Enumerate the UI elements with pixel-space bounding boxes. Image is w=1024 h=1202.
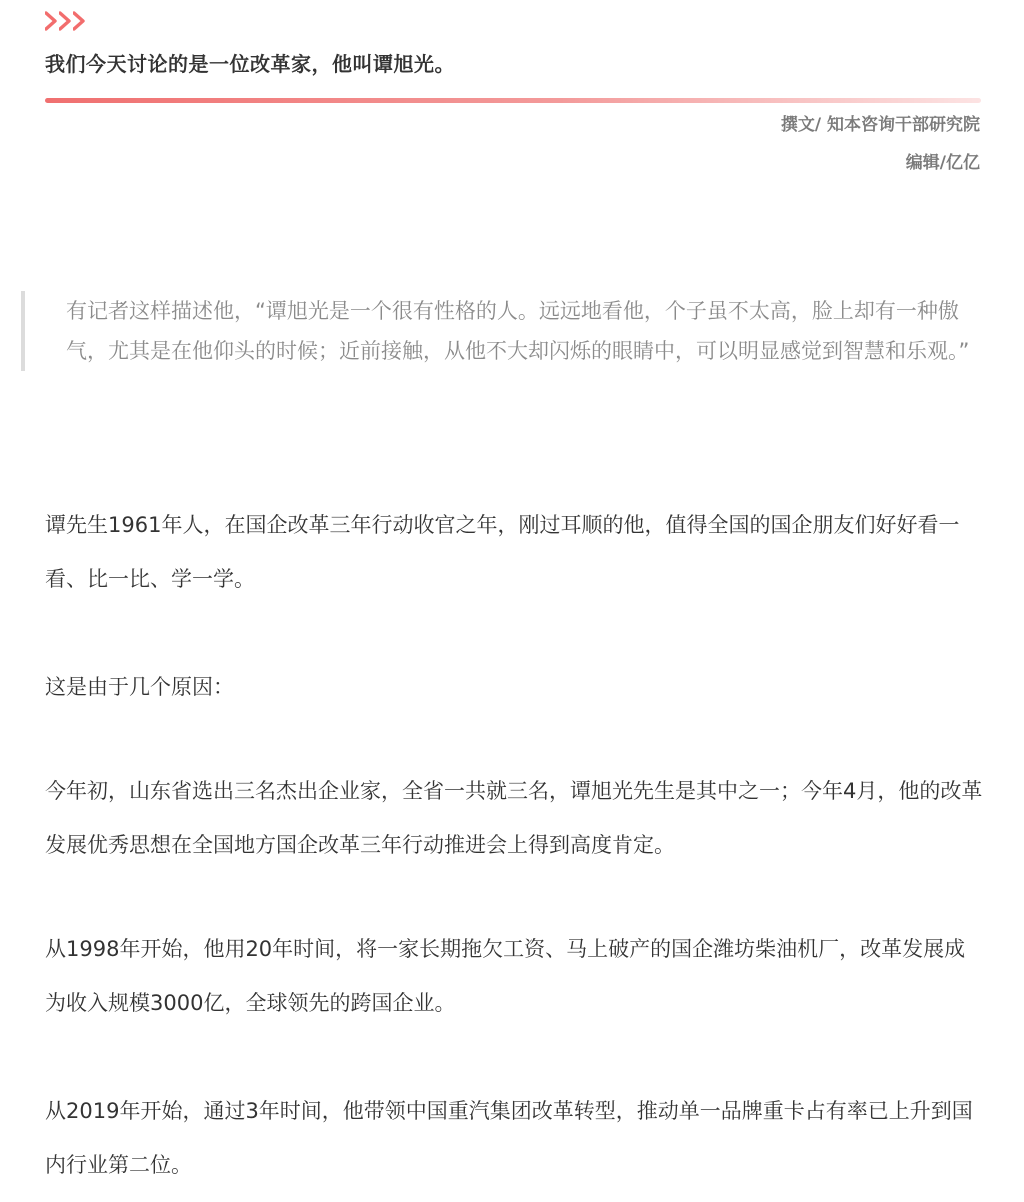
author-credit [781, 112, 980, 138]
paragraph: 今年初，山东省选出三名杰出企业家，全省一共就三名，谭旭光先生是其中之一；今年4月，他的改革发展优秀思想在全国地方国企改革三年行动推进会上得到高度肯定。 [45, 779, 983, 857]
byline [781, 112, 980, 188]
paragraph: 这是由于几个原因： [45, 675, 234, 699]
editor-prefix: 编辑/ [905, 153, 946, 173]
blockquote: 有记者这样描述他，“谭旭光是一个很有性格的人。远远地看他，个子虽不太高，脸上却有一种傲气，尤其是在他仰头的时候；近前接触，从他不大却闪烁的眼睛中，可以明显感觉到智慧和乐观。” [21, 291, 981, 371]
author-prefix: 撰文/ [780, 115, 822, 135]
paragraph: 谭先生1961年人，在国企改革三年行动收官之年，刚过耳顺的他，值得全国的国企朋友们好好看一看、比一比、学一学。 [45, 513, 960, 591]
paragraph: 从1998年开始，他用20年时间，将一家长期拖欠工资、马上破产的国企潍坊柴油机厂，改革发展成为收入规模3000亿，全球领先的跨国企业。 [45, 937, 966, 1015]
author-name: 知本咨询干部研究院 [827, 115, 980, 135]
paragraph: 从2019年开始，通过3年时间，他带领中国重汽集团改革转型，推动单一品牌重卡占有率已上升到国内行业第二位。 [45, 1099, 973, 1177]
editor-credit [781, 150, 980, 176]
editor-name: 亿亿 [946, 153, 980, 173]
header-divider [45, 98, 981, 103]
triple-chevron-right-icon [45, 8, 981, 34]
article-header [45, 8, 981, 79]
headline: 我们今天讨论的是一位改革家，他叫谭旭光。 [45, 52, 455, 76]
